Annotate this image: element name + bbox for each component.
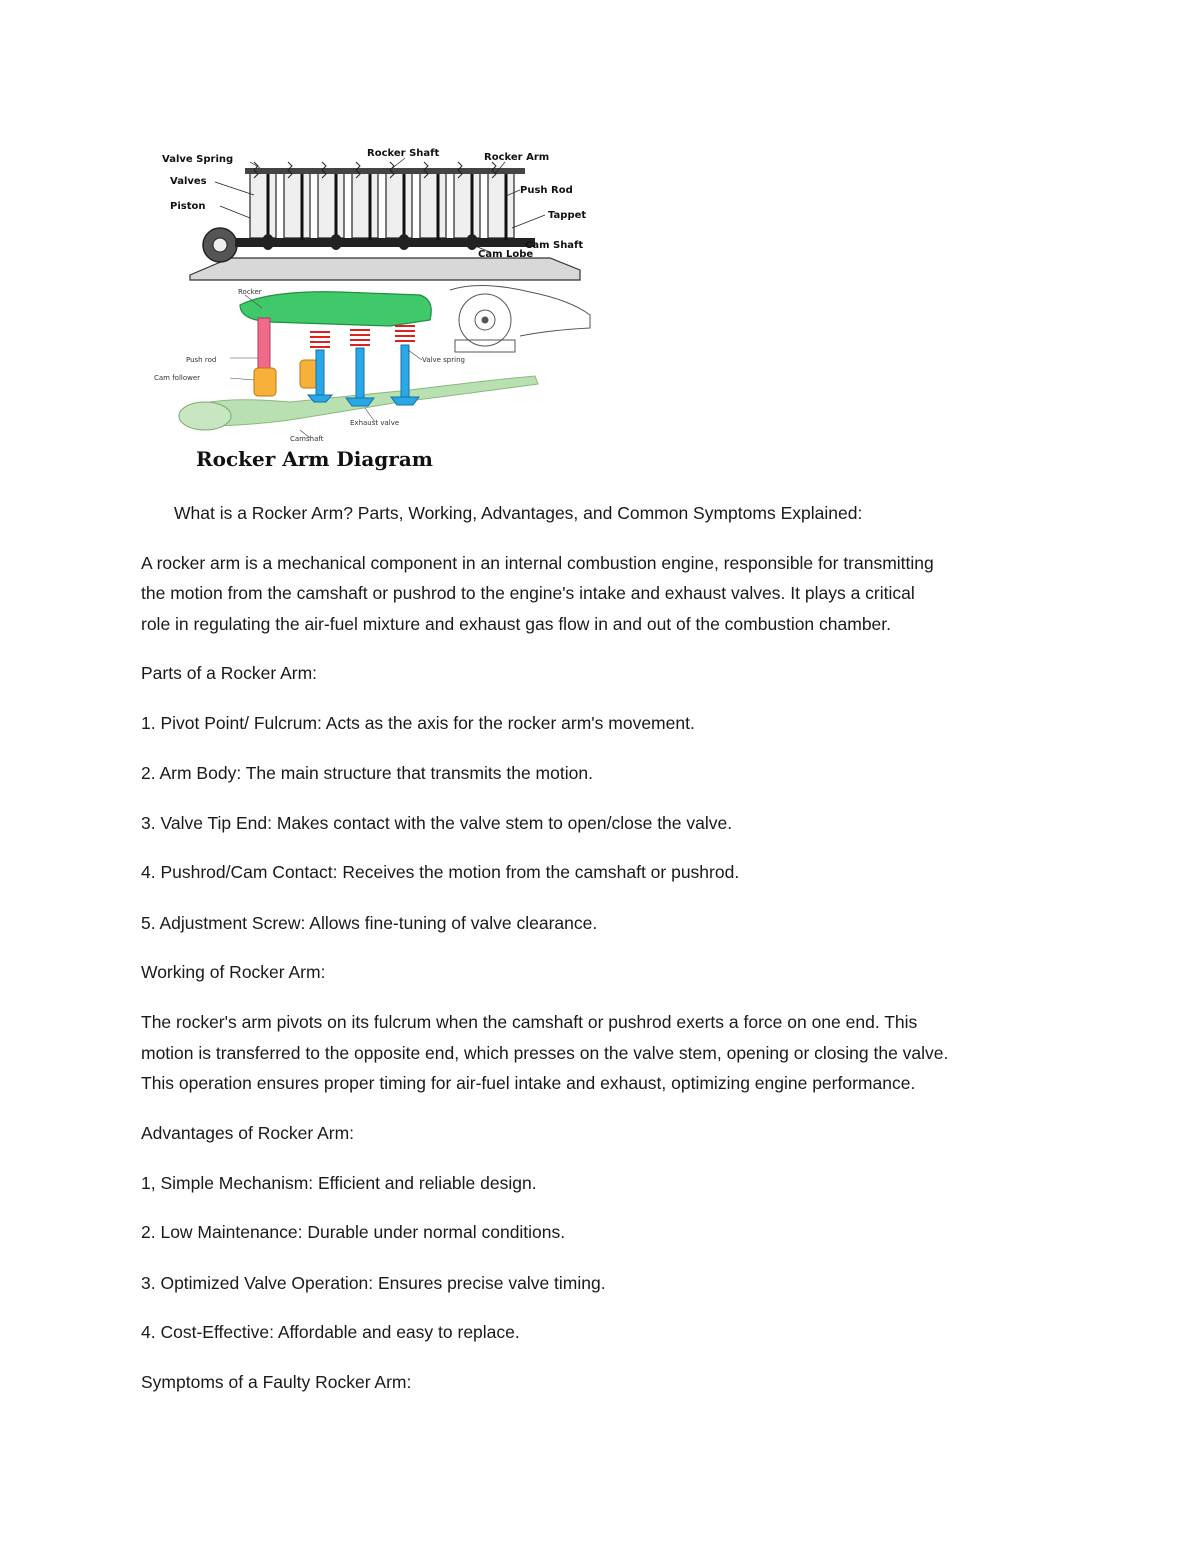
intro-line: the motion from the camshaft or pushrod to the engine's intake and exhaust valves. It plays a critical xyxy=(141,583,915,603)
parts-item: 4. Pushrod/Cam Contact: Receives the motion from the camshaft or pushrod. xyxy=(141,862,740,882)
label-push-rod: Push Rod xyxy=(520,185,573,196)
rocker-assembly xyxy=(154,285,590,443)
intro-line: role in regulating the air-fuel mixture and exhaust gas flow in and out of the combustion chamber. xyxy=(141,614,892,634)
working-heading: Working of Rocker Arm: xyxy=(141,962,326,982)
label-bottom-push-rod: Push rod xyxy=(186,356,217,364)
parts-item: 1. Pivot Point/ Fulcrum: Acts as the axis for the rocker arm's movement. xyxy=(141,713,695,733)
figure-title: Rocker Arm Diagram xyxy=(196,447,433,471)
label-bottom-valve-spring: Valve spring xyxy=(422,356,465,364)
label-rocker-arm: Rocker Arm xyxy=(484,152,550,163)
symptoms-heading: Symptoms of a Faulty Rocker Arm: xyxy=(141,1372,412,1392)
parts-item: 3. Valve Tip End: Makes contact with the valve stem to open/close the valve. xyxy=(141,813,733,833)
label-rocker-shaft: Rocker Shaft xyxy=(367,148,440,159)
label-piston: Piston xyxy=(170,201,206,212)
label-valve-spring: Valve Spring xyxy=(162,154,234,165)
label-rocker: Rocker xyxy=(238,288,262,296)
label-valves: Valves xyxy=(170,176,207,187)
diagram-illustration xyxy=(150,140,600,480)
label-camshaft: Camshaft xyxy=(290,435,324,443)
working-line: motion is transferred to the opposite end, which presses on the valve stem, opening or closing the valve. xyxy=(141,1043,949,1063)
parts-item: 2. Arm Body: The main structure that transmits the motion. xyxy=(141,763,593,783)
parts-item: 5. Adjustment Screw: Allows fine-tuning of valve clearance. xyxy=(141,913,598,933)
advantages-item: 2. Low Maintenance: Durable under normal conditions. xyxy=(141,1222,566,1242)
parts-heading: Parts of a Rocker Arm: xyxy=(141,663,318,683)
engine-cutaway xyxy=(162,148,586,280)
label-exhaust-valve: Exhaust valve xyxy=(350,419,400,427)
working-line: The rocker's arm pivots on its fulcrum when the camshaft or pushrod exerts a force on one end. This xyxy=(141,1012,918,1032)
label-cam-shaft: Cam Shaft xyxy=(525,240,584,251)
advantages-item: 3. Optimized Valve Operation: Ensures precise valve timing. xyxy=(141,1273,606,1293)
label-cam-follower: Cam follower xyxy=(154,374,201,382)
advantages-item: 4. Cost-Effective: Affordable and easy to replace. xyxy=(141,1322,520,1342)
advantages-heading: Advantages of Rocker Arm: xyxy=(141,1123,355,1143)
advantages-item: 1, Simple Mechanism: Efficient and reliable design. xyxy=(141,1173,537,1193)
intro-line: A rocker arm is a mechanical component in an internal combustion engine, responsible for transmitting xyxy=(141,553,934,573)
working-line: This operation ensures proper timing for air-fuel intake and exhaust, optimizing engine performance. xyxy=(141,1073,916,1093)
label-cam-lobe: Cam Lobe xyxy=(478,249,534,260)
label-tappet: Tappet xyxy=(548,210,587,221)
rocker-arm-diagram xyxy=(150,140,600,480)
article-heading: What is a Rocker Arm? Parts, Working, Advantages, and Common Symptoms Explained: xyxy=(174,503,863,523)
